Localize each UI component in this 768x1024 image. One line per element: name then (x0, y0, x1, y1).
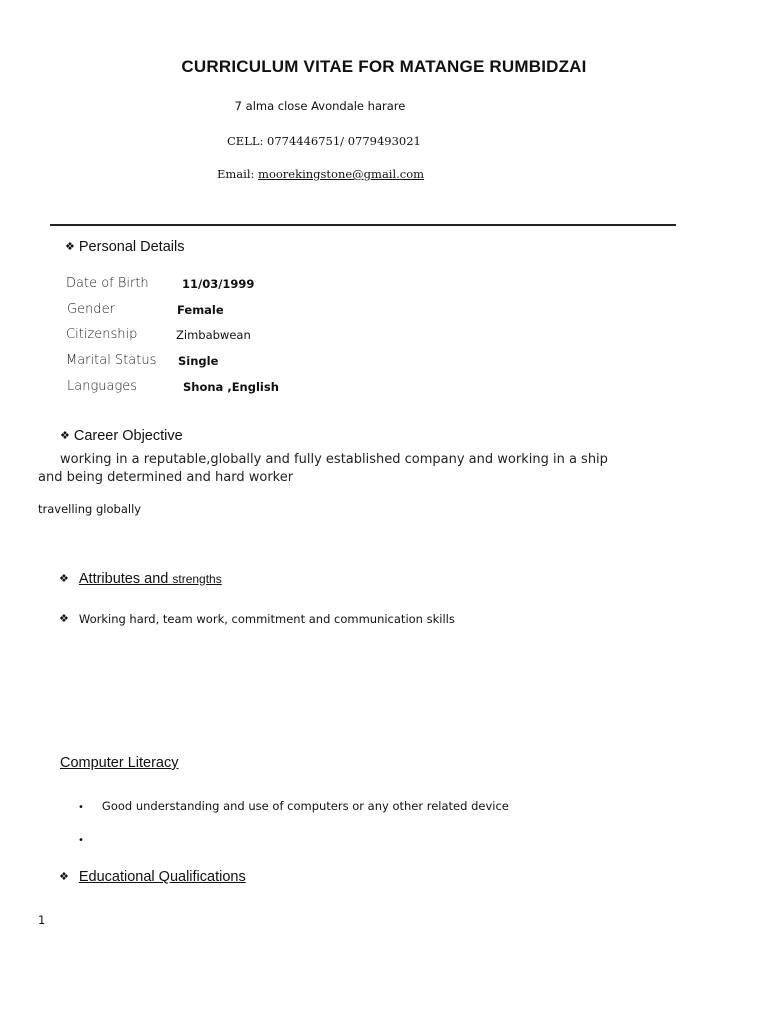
personal-details-heading-text: Personal Details (78, 239, 185, 255)
languages-value: Shona ,English (183, 380, 279, 394)
attributes-heading-text: Attributes and strengths (78, 571, 222, 587)
career-objective-heading-text: Career Objective (73, 428, 183, 444)
email-label: Email: (217, 167, 259, 181)
attributes-heading (59, 571, 222, 587)
dob-label: Date of Birth (66, 276, 149, 291)
email-link[interactable]: moorekingstone@gmail.com (258, 167, 425, 181)
diamond-bullet-icon: ❖ (59, 573, 69, 585)
header-divider (50, 224, 676, 226)
page-number: 1 (38, 913, 46, 927)
computer-literacy-item-2 (78, 832, 84, 846)
dot-bullet-icon: • (78, 802, 84, 813)
citizenship-label: Citizenship (66, 327, 138, 342)
diamond-bullet-icon: ❖ (60, 430, 70, 442)
address: 7 alma close Avondale harare (234, 99, 406, 113)
career-objective-line-2: and being determined and hard worker (38, 470, 294, 485)
dob-value: 11/03/1999 (182, 277, 255, 291)
career-objective-line-1: working in a reputable,globally and fully established company and working in a ship (60, 452, 608, 467)
dot-bullet-icon: • (78, 835, 84, 846)
career-objective-heading (60, 428, 183, 444)
computer-literacy-item-1 (78, 799, 509, 813)
languages-label: Languages (67, 379, 138, 394)
educational-qualifications-heading-text: Educational Qualifications (78, 869, 246, 885)
gender-label: Gender (67, 302, 115, 317)
citizenship-value: Zimbabwean (176, 328, 251, 342)
cv-title: CURRICULUM VITAE FOR MATANGE RUMBIDZAI (181, 57, 587, 76)
career-objective-line-3: travelling globally (38, 502, 142, 516)
computer-literacy-heading: Computer Literacy (60, 755, 179, 771)
computer-literacy-item-1-text: Good understanding and use of computers or any other related device (101, 799, 509, 813)
attributes-item (59, 612, 455, 626)
attributes-item-text: Working hard, team work, commitment and communication skills (78, 612, 455, 626)
gender-value: Female (177, 303, 224, 317)
diamond-bullet-icon: ❖ (59, 871, 69, 883)
email-line (217, 167, 424, 181)
personal-details-heading (65, 239, 184, 255)
marital-status-value: Single (178, 354, 219, 368)
educational-qualifications-heading (59, 869, 246, 885)
diamond-bullet-icon: ❖ (65, 241, 75, 253)
diamond-bullet-icon: ❖ (59, 612, 69, 625)
cell-numbers: CELL: 0774446751/ 0779493021 (227, 134, 421, 148)
marital-status-label: Marital Status (66, 353, 157, 368)
